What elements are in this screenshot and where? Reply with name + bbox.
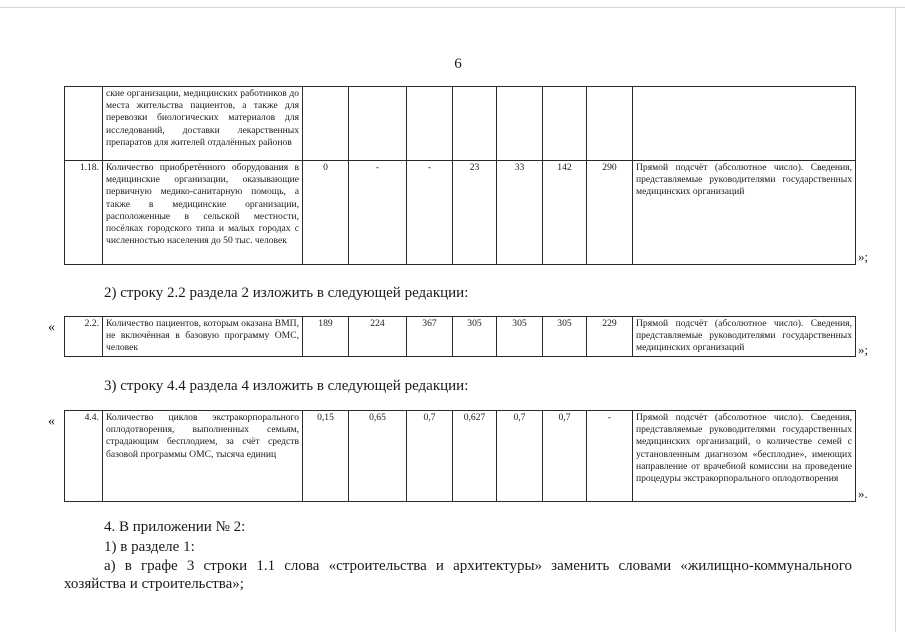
value-cell	[453, 87, 497, 161]
value-cell: 0,7	[407, 411, 453, 502]
value-cell: 224	[349, 317, 407, 357]
indicator-name-cell: Количество циклов экстракорпорального оплодотворения, выполненных семьям, страдающим бесплодием, за счёт средств базовой программы ОМС, тысяча единиц	[103, 411, 303, 502]
closing-quote-mark: »;	[858, 342, 869, 357]
value-cell: 0,7	[543, 411, 587, 502]
value-cell: 33	[497, 161, 543, 265]
value-cell: 290	[587, 161, 633, 265]
value-cell: 23	[453, 161, 497, 265]
value-cell: 0,15	[303, 411, 349, 502]
table-row	[65, 411, 856, 502]
table-row	[65, 87, 856, 161]
source-cell: Прямой подсчёт (абсолютное число). Сведения, представляемые руководителями государственных медицинских организаций	[633, 161, 856, 265]
source-cell: Прямой подсчёт (абсолютное число). Сведения, представляемые руководителями государственных медицинских организаций, о количестве семей с установленным диагнозом «бесплодие», имеющих направление от врачебной комиссии на проведение процедуры экстракорпорального оплодотворения	[633, 411, 856, 502]
paragraph-replace-line-1: а) в графе 3 строки 1.1 слова «строительства и архитектуры» заменить словами «жилищно-коммунального	[104, 558, 852, 574]
closing-quote-mark: ».	[858, 486, 868, 501]
row-number-cell: 1.18.	[65, 161, 103, 265]
value-cell: -	[349, 161, 407, 265]
value-cell: 0,7	[497, 411, 543, 502]
value-cell	[543, 87, 587, 161]
value-cell: 0,627	[453, 411, 497, 502]
paragraph-section-1: 1) в разделе 1:	[104, 539, 195, 555]
paragraph-row-4-4: 3) строку 4.4 раздела 4 изложить в следующей редакции:	[104, 378, 469, 394]
value-cell: 189	[303, 317, 349, 357]
closing-quote-mark: »;	[858, 249, 869, 264]
value-cell: -	[407, 161, 453, 265]
value-cell: 367	[407, 317, 453, 357]
opening-quote-mark: «	[48, 320, 55, 335]
value-cell	[303, 87, 349, 161]
indicators-table-1	[64, 86, 856, 265]
table-row	[65, 317, 856, 357]
value-cell: 142	[543, 161, 587, 265]
value-cell: 305	[543, 317, 587, 357]
paragraph-appendix-2: 4. В приложении № 2:	[104, 519, 246, 535]
indicators-table-2	[64, 316, 856, 357]
page-edge-right	[895, 7, 896, 632]
value-cell: 0,65	[349, 411, 407, 502]
indicator-name-cell: ские организации, медицинских работников до места жительства пациентов, а также для перевозки биологических материалов для исследований, доставки лекарственных препаратов для жителей отдалённых районов	[103, 87, 303, 161]
value-cell: 0	[303, 161, 349, 265]
source-cell	[633, 87, 856, 161]
opening-quote-mark: «	[48, 414, 55, 429]
value-cell	[587, 87, 633, 161]
value-cell: 229	[587, 317, 633, 357]
source-cell: Прямой подсчёт (абсолютное число). Сведения, представляемые руководителями государственных медицинских организаций	[633, 317, 856, 357]
indicator-name-cell: Количество пациентов, которым оказана ВМП, не включённая в базовую программу ОМС, человек	[103, 317, 303, 357]
value-cell: -	[587, 411, 633, 502]
row-number-cell: 4.4.	[65, 411, 103, 502]
value-cell: 305	[497, 317, 543, 357]
value-cell	[407, 87, 453, 161]
value-cell	[349, 87, 407, 161]
page-number: 6	[454, 56, 462, 72]
indicator-name-cell: Количество приобретённого оборудования в медицинские организации, оказывающие первичную медико-санитарную помощь, а также в медицинские организации, расположенные в сельской местности, посёлках городского типа и малых городах с численностью населения до 50 тыс. человек	[103, 161, 303, 265]
row-number-cell	[65, 87, 103, 161]
value-cell: 305	[453, 317, 497, 357]
paragraph-replace-line-2: хозяйства и строительства»;	[64, 576, 244, 592]
indicators-table-3	[64, 410, 856, 502]
value-cell	[497, 87, 543, 161]
page-edge-top	[0, 7, 905, 8]
row-number-cell: 2.2.	[65, 317, 103, 357]
paragraph-row-2-2: 2) строку 2.2 раздела 2 изложить в следующей редакции:	[104, 285, 469, 301]
table-row	[65, 161, 856, 265]
